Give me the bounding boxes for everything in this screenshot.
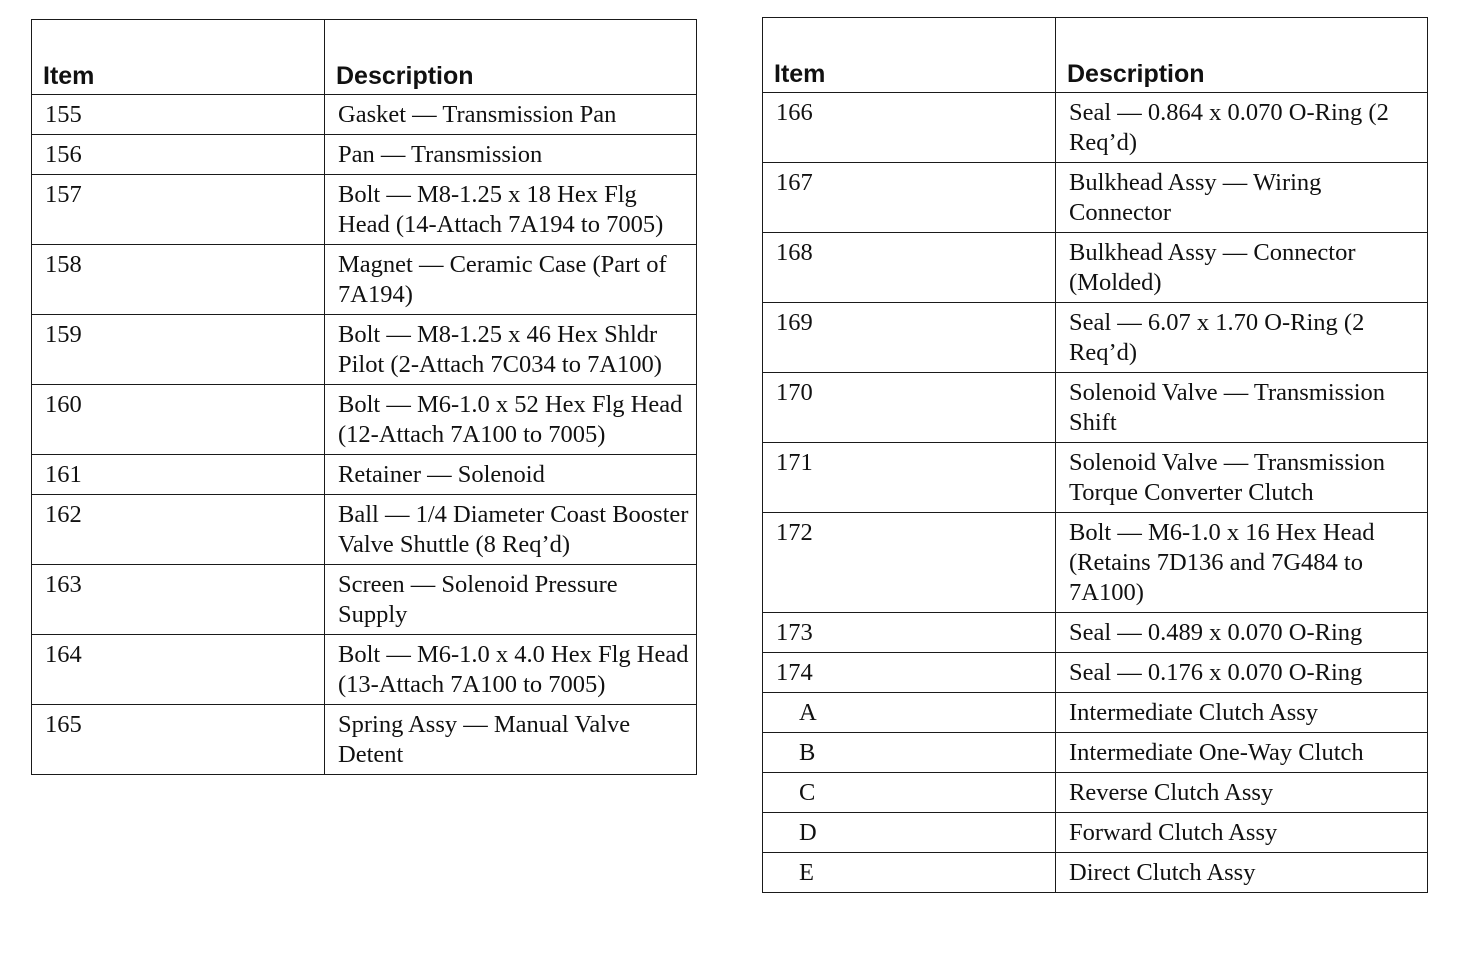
description-cell	[325, 495, 697, 565]
description-cell	[1056, 373, 1428, 443]
parts-table-right	[762, 17, 1428, 893]
description-cell	[1056, 443, 1428, 513]
item-cell	[763, 513, 1056, 613]
item-cell	[763, 373, 1056, 443]
item-cell	[32, 455, 325, 495]
table-row	[763, 163, 1428, 233]
item-column-header	[763, 18, 1056, 93]
item-cell	[763, 443, 1056, 513]
description-column-header	[1056, 18, 1428, 93]
item-letter: D	[799, 819, 817, 846]
description-header-label: Description	[1067, 60, 1205, 88]
description-cell	[325, 705, 697, 775]
table-row	[763, 233, 1428, 303]
item-column-header	[32, 20, 325, 95]
item-letter: C	[799, 779, 816, 806]
item-cell	[763, 233, 1056, 303]
table-row	[763, 613, 1428, 653]
item-description: Bolt — M6-1.0 x 16 Hex Head (Retains 7D136 and 7G484 to 7A100)	[1069, 519, 1375, 606]
item-number: 167	[776, 169, 813, 196]
table-row	[32, 95, 697, 135]
item-description: Seal — 0.864 x 0.070 O-Ring (2 Req’d)	[1069, 99, 1389, 156]
item-letter: A	[799, 699, 817, 726]
table-row	[32, 175, 697, 245]
table-row	[32, 495, 697, 565]
description-cell	[1056, 813, 1428, 853]
item-cell	[763, 693, 1056, 733]
item-description: Direct Clutch Assy	[1069, 859, 1256, 886]
item-cell	[32, 705, 325, 775]
item-number: 158	[45, 251, 82, 278]
table-row	[763, 773, 1428, 813]
item-number: 157	[45, 181, 82, 208]
item-description: Magnet — Ceramic Case (Part of 7A194)	[338, 251, 667, 308]
description-cell	[1056, 853, 1428, 893]
description-cell	[1056, 303, 1428, 373]
table-row	[763, 513, 1428, 613]
item-cell	[763, 93, 1056, 163]
item-cell	[32, 95, 325, 135]
item-number: 171	[776, 449, 813, 476]
description-cell	[325, 635, 697, 705]
table-row	[763, 93, 1428, 163]
parts-table-left	[31, 19, 697, 775]
table-row	[763, 733, 1428, 773]
description-cell	[1056, 693, 1428, 733]
description-cell	[1056, 163, 1428, 233]
description-cell	[1056, 93, 1428, 163]
table-row	[763, 653, 1428, 693]
description-cell	[325, 175, 697, 245]
description-cell	[1056, 653, 1428, 693]
header-row	[32, 20, 697, 95]
item-number: 163	[45, 571, 82, 598]
item-description: Screen — Solenoid Pressure Supply	[338, 571, 618, 628]
description-cell	[325, 135, 697, 175]
item-cell	[32, 175, 325, 245]
item-description: Solenoid Valve — Transmission Shift	[1069, 379, 1386, 436]
table-row	[32, 385, 697, 455]
item-cell	[763, 303, 1056, 373]
item-number: 156	[45, 141, 82, 168]
item-description: Solenoid Valve — Transmission Torque Converter Clutch	[1069, 449, 1386, 506]
item-description: Retainer — Solenoid	[338, 461, 545, 488]
item-description: Bulkhead Assy — Connector (Molded)	[1069, 239, 1356, 296]
table-row	[32, 455, 697, 495]
item-number: 172	[776, 519, 813, 546]
item-number: 168	[776, 239, 813, 266]
item-cell	[763, 733, 1056, 773]
item-number: 166	[776, 99, 813, 126]
table-row	[763, 303, 1428, 373]
item-description: Bolt — M6-1.0 x 4.0 Hex Flg Head (13-Attach 7A100 to 7005)	[338, 641, 689, 698]
item-description: Spring Assy — Manual Valve Detent	[338, 711, 631, 768]
description-cell	[325, 95, 697, 135]
item-description: Seal — 6.07 x 1.70 O-Ring (2 Req’d)	[1069, 309, 1365, 366]
item-number: 160	[45, 391, 82, 418]
item-number: 164	[45, 641, 82, 668]
item-number: 159	[45, 321, 82, 348]
item-cell	[32, 135, 325, 175]
item-number: 155	[45, 101, 82, 128]
item-cell	[763, 653, 1056, 693]
item-header-label: Item	[43, 62, 95, 90]
table-row	[32, 635, 697, 705]
item-description: Seal — 0.176 x 0.070 O-Ring	[1069, 659, 1363, 686]
item-header-label: Item	[774, 60, 826, 88]
description-cell	[325, 245, 697, 315]
item-cell	[32, 635, 325, 705]
description-cell	[1056, 513, 1428, 613]
item-description: Pan — Transmission	[338, 141, 543, 168]
item-description: Reverse Clutch Assy	[1069, 779, 1274, 806]
table-row	[763, 693, 1428, 733]
table-row	[32, 315, 697, 385]
item-cell	[763, 163, 1056, 233]
item-cell	[763, 613, 1056, 653]
description-column-header	[325, 20, 697, 95]
item-letter: E	[799, 859, 814, 886]
item-description: Intermediate Clutch Assy	[1069, 699, 1319, 726]
item-cell	[763, 813, 1056, 853]
item-number: 165	[45, 711, 82, 738]
item-number: 174	[776, 659, 813, 686]
table-row	[763, 813, 1428, 853]
description-cell	[1056, 233, 1428, 303]
description-cell	[325, 315, 697, 385]
description-cell	[325, 565, 697, 635]
item-description: Bolt — M6-1.0 x 52 Hex Flg Head (12-Attach 7A100 to 7005)	[338, 391, 683, 448]
description-cell	[325, 385, 697, 455]
table-row	[32, 245, 697, 315]
item-description: Bolt — M8-1.25 x 18 Hex Flg Head (14-Attach 7A194 to 7005)	[338, 181, 664, 238]
item-description: Gasket — Transmission Pan	[338, 101, 617, 128]
item-cell	[32, 385, 325, 455]
item-description: Bulkhead Assy — Wiring Connector	[1069, 169, 1322, 226]
table-row	[763, 853, 1428, 893]
item-number: 161	[45, 461, 82, 488]
description-cell	[1056, 773, 1428, 813]
item-letter: B	[799, 739, 816, 766]
table-row	[763, 443, 1428, 513]
table-row	[32, 705, 697, 775]
table-row	[32, 135, 697, 175]
item-cell	[32, 315, 325, 385]
table-row	[32, 565, 697, 635]
item-description: Intermediate One-Way Clutch	[1069, 739, 1364, 766]
description-header-label: Description	[336, 62, 474, 90]
description-cell	[1056, 733, 1428, 773]
item-description: Seal — 0.489 x 0.070 O-Ring	[1069, 619, 1363, 646]
item-cell	[763, 773, 1056, 813]
description-cell	[1056, 613, 1428, 653]
item-description: Ball — 1/4 Diameter Coast Booster Valve Shuttle (8 Req’d)	[338, 501, 689, 558]
item-description: Bolt — M8-1.25 x 46 Hex Shldr Pilot (2-Attach 7C034 to 7A100)	[338, 321, 662, 378]
item-cell	[763, 853, 1056, 893]
item-cell	[32, 565, 325, 635]
table-row	[763, 373, 1428, 443]
item-description: Forward Clutch Assy	[1069, 819, 1278, 846]
item-number: 173	[776, 619, 813, 646]
item-cell	[32, 495, 325, 565]
item-number: 170	[776, 379, 813, 406]
item-number: 169	[776, 309, 813, 336]
description-cell	[325, 455, 697, 495]
item-cell	[32, 245, 325, 315]
header-row	[763, 18, 1428, 93]
item-number: 162	[45, 501, 82, 528]
